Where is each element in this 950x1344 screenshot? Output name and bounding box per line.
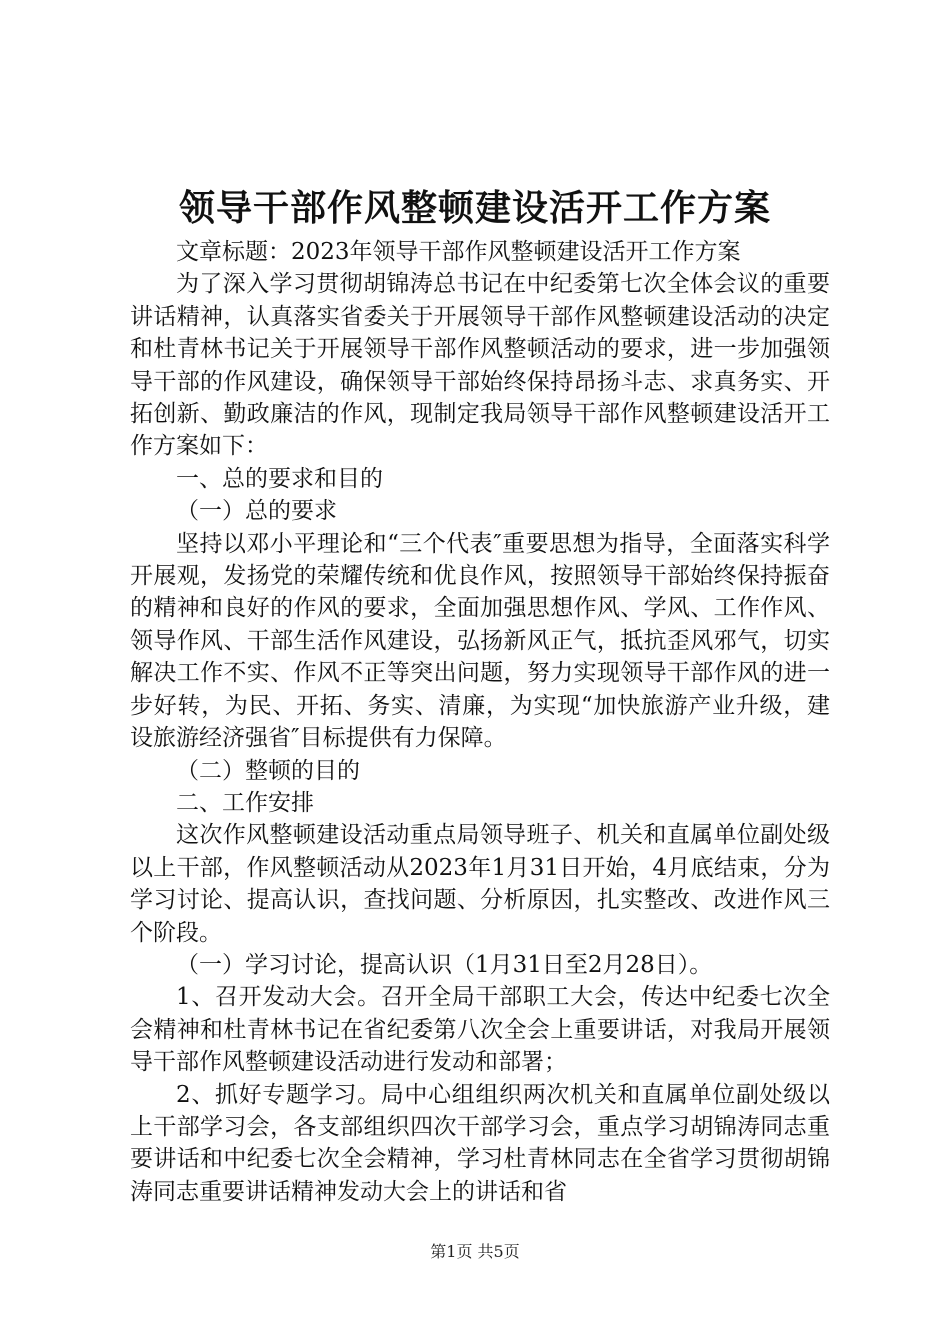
subsection-heading-2-1: （一）学习讨论，提高认识（1月31日至2月28日）。 [176,951,713,978]
page-footer: 第1页 共5页 [430,1242,520,1261]
intro-paragraph: 为了深入学习贯彻胡锦涛总书记在中纪委第七次全体会议的重要讲话精神，认真落实省委关于开展领导干部作风整顿建设活动的决定和杜青林书记关于开展领导干部作风整顿活动的要求，进一步加强领导干部的作风建设，确保领导干部始终保持昂扬斗志、求真务实、开拓创新、勤政廉洁的作风，现制定我局领导干部作风整顿建设活开工作方案如下： [130,271,830,460]
document-title: 领导干部作风整顿建设活开工作方案 [178,187,771,229]
subsection-heading-1-1: （一）总的要求 [176,498,337,525]
subsection-heading-1-2: （二）整顿的目的 [176,757,360,784]
article-title-line: 文章标题：2023年领导干部作风整顿建设活开工作方案 [176,239,741,265]
list-item-2: 2、抓好专题学习。局中心组组织两次机关和直属单位副处级以上干部学习会，各支部组织四次干部学习会，重点学习胡锦涛同志重要讲话和中纪委七次全会精神，学习杜青林同志在全省学习贯彻胡锦涛同志重要讲话精神发动大会上的讲话和省 [130,1081,830,1205]
general-requirements-paragraph: 坚持以邓小平理论和“三个代表″重要思想为指导，全面落实科学开展观，发扬党的荣耀传统和优良作风，按照领导干部始终保持振奋的精神和良好的作风的要求，全面加强思想作风、学风、工作作风、领导作风、干部生活作风建设，弘扬新风正气，抵抗歪风邪气，切实解决工作不实、作风不正等突出问题，努力实现领导干部作风的进一步好转，为民、开拓、务实、清廉，为实现“加快旅游产业升级，建设旅游经济强省″目标提供有力保障。 [130,530,830,752]
section-heading-2: 二、工作安排 [176,789,314,816]
document-body [130,236,830,1208]
work-arrangement-paragraph: 这次作风整顿建设活动重点局领导班子、机关和直属单位副处级以上干部，作风整顿活动从2023年1月31日开始，4月底结束，分为学习讨论、提高认识，查找问题、分析原因，扎实整改、改进作风三个阶段。 [130,822,830,946]
list-item-1: 1、召开发动大会。召开全局干部职工大会，传达中纪委七次全会精神和杜青林书记在省纪委第八次全会上重要讲话，对我局开展领导干部作风整顿建设活动进行发动和部署； [130,984,830,1076]
section-heading-1: 一、总的要求和目的 [176,465,383,492]
